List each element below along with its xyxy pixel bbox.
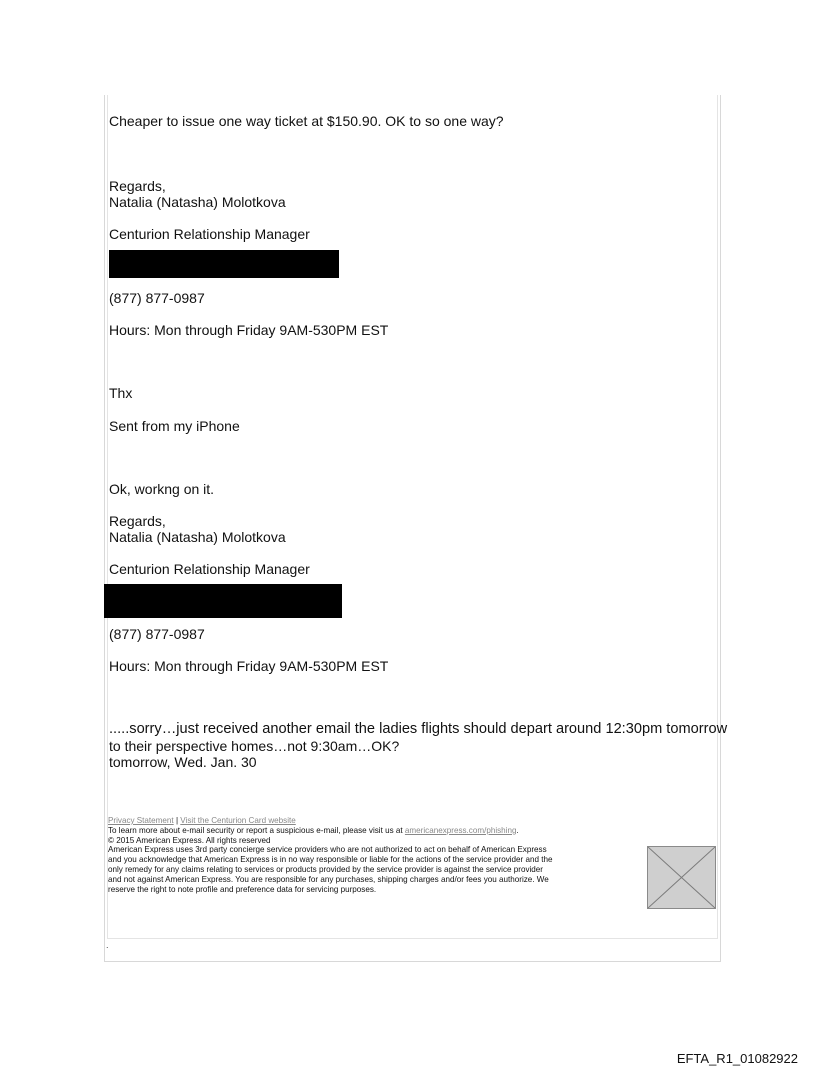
copyright-text: © 2015 American Express. All rights reserved	[108, 835, 271, 845]
broken-image-placeholder	[647, 846, 716, 909]
disclaimer-line: and not against American Express. You are responsible for any purchases, shipping charges and/or fees you authorize. We	[108, 874, 549, 884]
redaction-block	[109, 250, 339, 278]
security-end: .	[516, 825, 519, 835]
signature-title: Centurion Relationship Manager	[109, 561, 310, 577]
signature-name: Natalia (Natasha) Molotkova	[109, 194, 286, 210]
signature-hours: Hours: Mon through Friday 9AM-530PM EST	[109, 322, 389, 338]
email-inner-frame	[107, 95, 718, 939]
bates-number: EFTA_R1_01082922	[676, 1051, 798, 1066]
redaction-block	[104, 584, 342, 618]
message-text-thx: Thx	[109, 385, 133, 401]
footer-links	[108, 816, 646, 826]
security-notice	[108, 826, 646, 836]
signature-title: Centurion Relationship Manager	[109, 226, 310, 242]
disclaimer-line: and you acknowledge that American Express is in no way responsible or liable for the actions of the service provider and the	[108, 855, 553, 865]
disclaimer-line: only remedy for any claims relating to services or products provided by the service provider is against the service provider	[108, 864, 544, 874]
signature-regards: Regards,	[109, 513, 166, 529]
message-text-working: Ok, workng on it.	[109, 481, 215, 497]
signature-phone: (877) 877-0987	[109, 626, 205, 642]
signature-name: Natalia (Natasha) Molotkova	[109, 529, 286, 545]
message-text-sorry-line1: .....sorry…just received another email the ladies flights should depart around 12:30pm tomorrow	[109, 721, 728, 737]
phishing-link[interactable]: americanexpress.com/phishing	[404, 825, 517, 835]
signature-regards: Regards,	[109, 178, 166, 194]
message-text-sent-from: Sent from my iPhone	[109, 418, 240, 434]
trailing-dot: .	[106, 940, 109, 950]
amex-legal-footer	[108, 816, 646, 894]
image-placeholder-icon	[648, 847, 715, 908]
centurion-website-link[interactable]: Visit the Centurion Card website	[180, 816, 296, 825]
security-text: To learn more about e-mail security or report a suspicious e-mail, please visit us at	[108, 825, 403, 835]
disclaimer-line: American Express uses 3rd party concierge service providers who are not authorized to act on behalf of American Express	[108, 845, 547, 855]
message-text-date: tomorrow, Wed. Jan. 30	[109, 754, 257, 770]
privacy-statement-link[interactable]: Privacy Statement	[108, 816, 174, 825]
signature-phone: (877) 877-0987	[109, 290, 205, 306]
link-separator: |	[175, 816, 179, 825]
message-text-ticket: Cheaper to issue one way ticket at $150.90. OK to so one way?	[109, 113, 504, 129]
message-text-sorry-line2: to their perspective homes…not 9:30am…OK?	[109, 738, 400, 754]
disclaimer-line: reserve the right to note profile and preference data for servicing purposes.	[108, 884, 377, 894]
signature-hours: Hours: Mon through Friday 9AM-530PM EST	[109, 658, 389, 674]
